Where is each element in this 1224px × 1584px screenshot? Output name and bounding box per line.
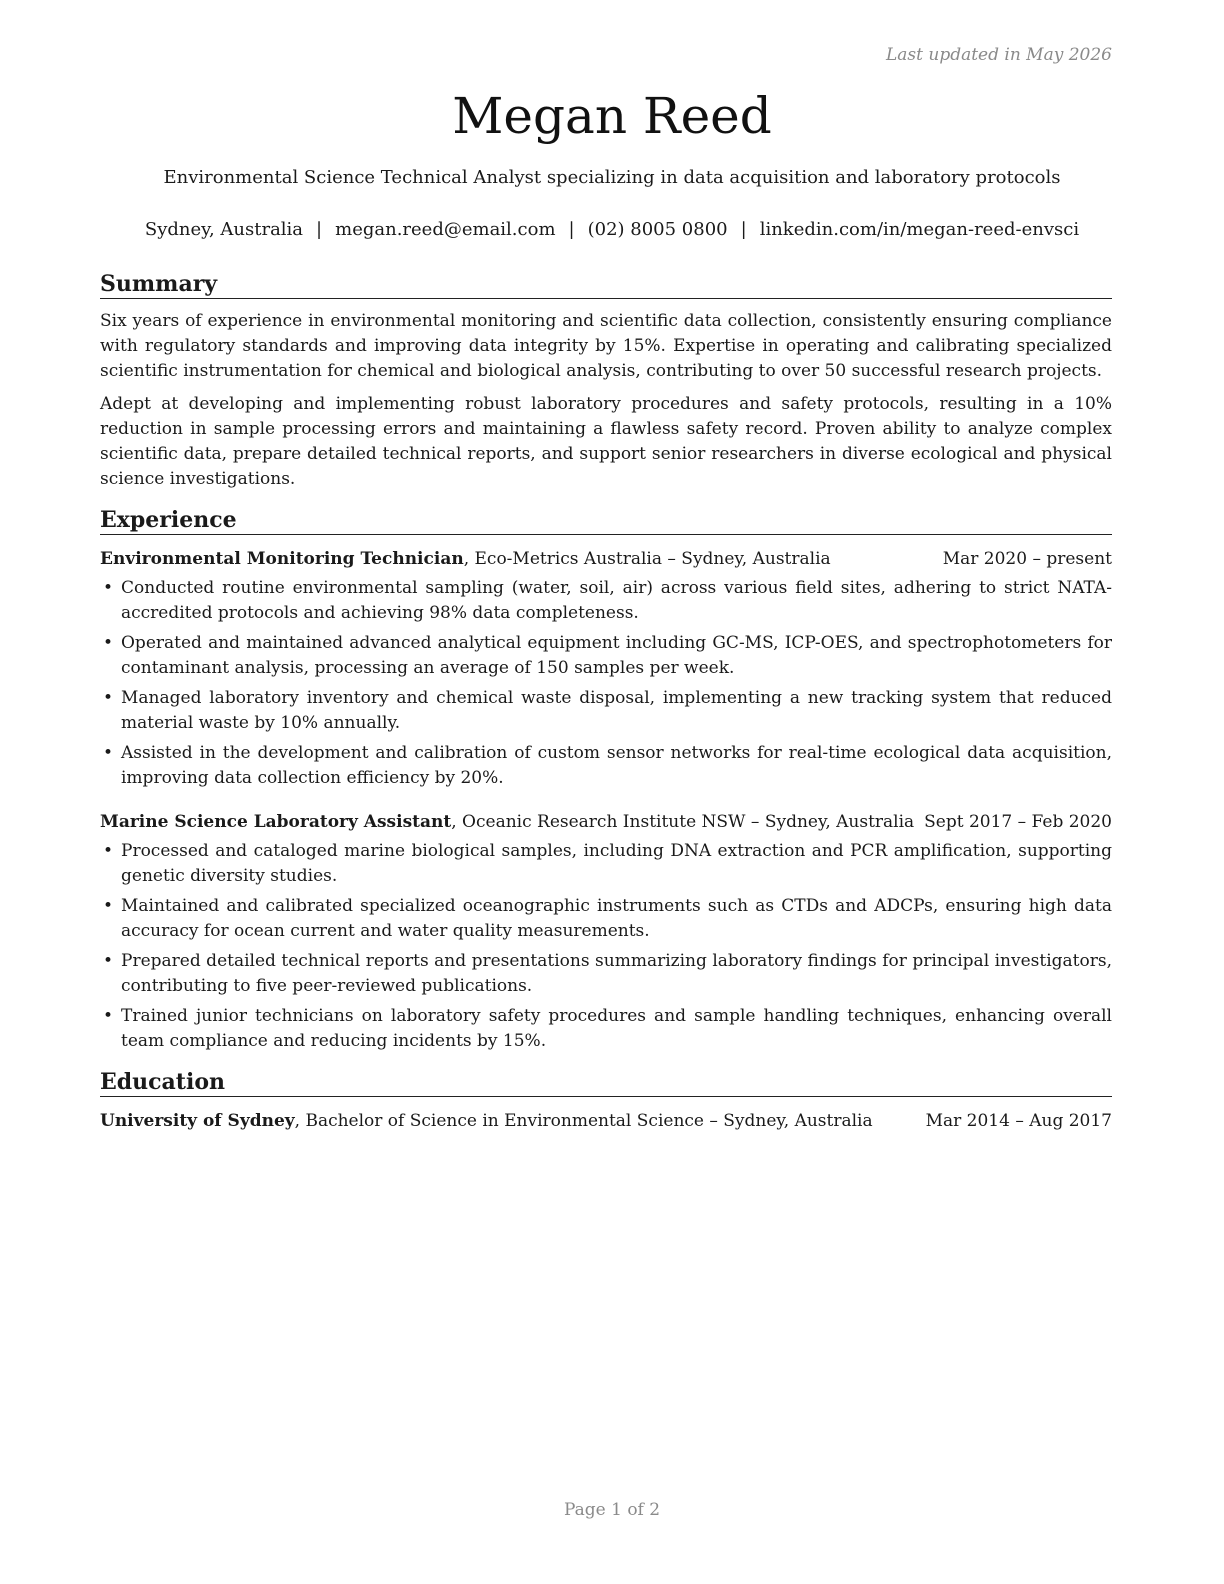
education-entry	[100, 1109, 1112, 1134]
contact-separator: |	[568, 219, 575, 240]
job-entry	[100, 547, 1112, 791]
contact-phone: (02) 8005 0800	[587, 219, 728, 240]
summary-heading: Summary	[100, 270, 1112, 299]
job-bullet: • Trained junior technicians on laboratory safety procedures and sample handling techniques, enhancing overall team compliance and reducing incidents by 15%.	[100, 1004, 1112, 1054]
education-heading: Education	[100, 1068, 1112, 1097]
job-bullet: • Processed and cataloged marine biological samples, including DNA extraction and PCR amplification, supporting genetic diversity studies.	[100, 839, 1112, 889]
summary-paragraph: Adept at developing and implementing robust laboratory procedures and safety protocols, resulting in a 10% reduction in sample processing errors and maintaining a flawless safety record. Proven ability to analyze complex scientific data, prepare detailed technical reports, and support senior researchers in diverse ecological and physical science investigations.	[100, 394, 1112, 489]
contact-linkedin[interactable]: linkedin.com/in/megan-reed-envsci	[759, 219, 1080, 240]
job-dates: Mar 2020 – present	[942, 549, 1112, 569]
education-institution: University of Sydney	[100, 1111, 295, 1131]
job-role: Marine Science Laboratory Assistant	[100, 812, 452, 832]
experience-heading: Experience	[100, 506, 1112, 535]
education-degree: , Bachelor of Science in Environmental Science – Sydney, Australia	[294, 1111, 873, 1131]
job-bullet: • Prepared detailed technical reports and presentations summarizing laboratory findings for principal investigators, contributing to five peer-reviewed publications.	[100, 949, 1112, 999]
contact-location: Sydney, Australia	[144, 219, 304, 240]
job-dates: Sept 2017 – Feb 2020	[924, 812, 1112, 832]
education-dates: Mar 2014 – Aug 2017	[925, 1111, 1112, 1131]
job-bullet: • Assisted in the development and calibration of custom sensor networks for real-time ecological data acquisition, improving data collection efficiency by 20%.	[100, 741, 1112, 791]
job-bullet: • Managed laboratory inventory and chemical waste disposal, implementing a new tracking system that reduced material waste by 10% annually.	[100, 686, 1112, 736]
last-updated: Last updated in May 2026	[885, 45, 1112, 65]
job-bullet: • Operated and maintained advanced analytical equipment including GC-MS, ICP-OES, and spectrophotometers for contaminant analysis, processing an average of 150 samples per week.	[100, 631, 1112, 681]
candidate-name: Megan Reed	[452, 87, 772, 145]
job-bullet: • Conducted routine environmental sampling (water, soil, air) across various field sites, adhering to strict NATA-accredited protocols and achieving 98% data completeness.	[100, 576, 1112, 626]
job-bullets	[100, 576, 1112, 791]
job-organization: , Oceanic Research Institute NSW – Sydney, Australia	[451, 812, 915, 832]
job-header	[100, 547, 1112, 572]
job-role: Environmental Monitoring Technician	[100, 549, 464, 569]
job-entry	[100, 810, 1112, 1054]
contact-email[interactable]: megan.reed@email.com	[335, 219, 556, 240]
contact-separator: |	[740, 219, 747, 240]
resume-body	[100, 270, 1112, 1134]
job-header	[100, 810, 1112, 835]
job-organization: , Eco-Metrics Australia – Sydney, Australia	[463, 549, 831, 569]
job-bullets	[100, 839, 1112, 1054]
job-bullet: • Maintained and calibrated specialized oceanographic instruments such as CTDs and ADCPs, ensuring high data accuracy for ocean current and water quality measurements.	[100, 894, 1112, 944]
contact-line	[0, 219, 1224, 240]
contact-separator: |	[316, 219, 323, 240]
tagline: Environmental Science Technical Analyst specializing in data acquisition and laboratory protocols	[163, 167, 1061, 188]
page-number: Page 1 of 2	[563, 1500, 661, 1520]
summary-paragraph: Six years of experience in environmental monitoring and scientific data collection, consistently ensuring compliance with regulatory standards and improving data integrity by 15%. Expertise in operating and calibrating specialized scientific instrumentation for chemical and biological analysis, contributing to over 50 successful research projects.	[100, 311, 1112, 381]
